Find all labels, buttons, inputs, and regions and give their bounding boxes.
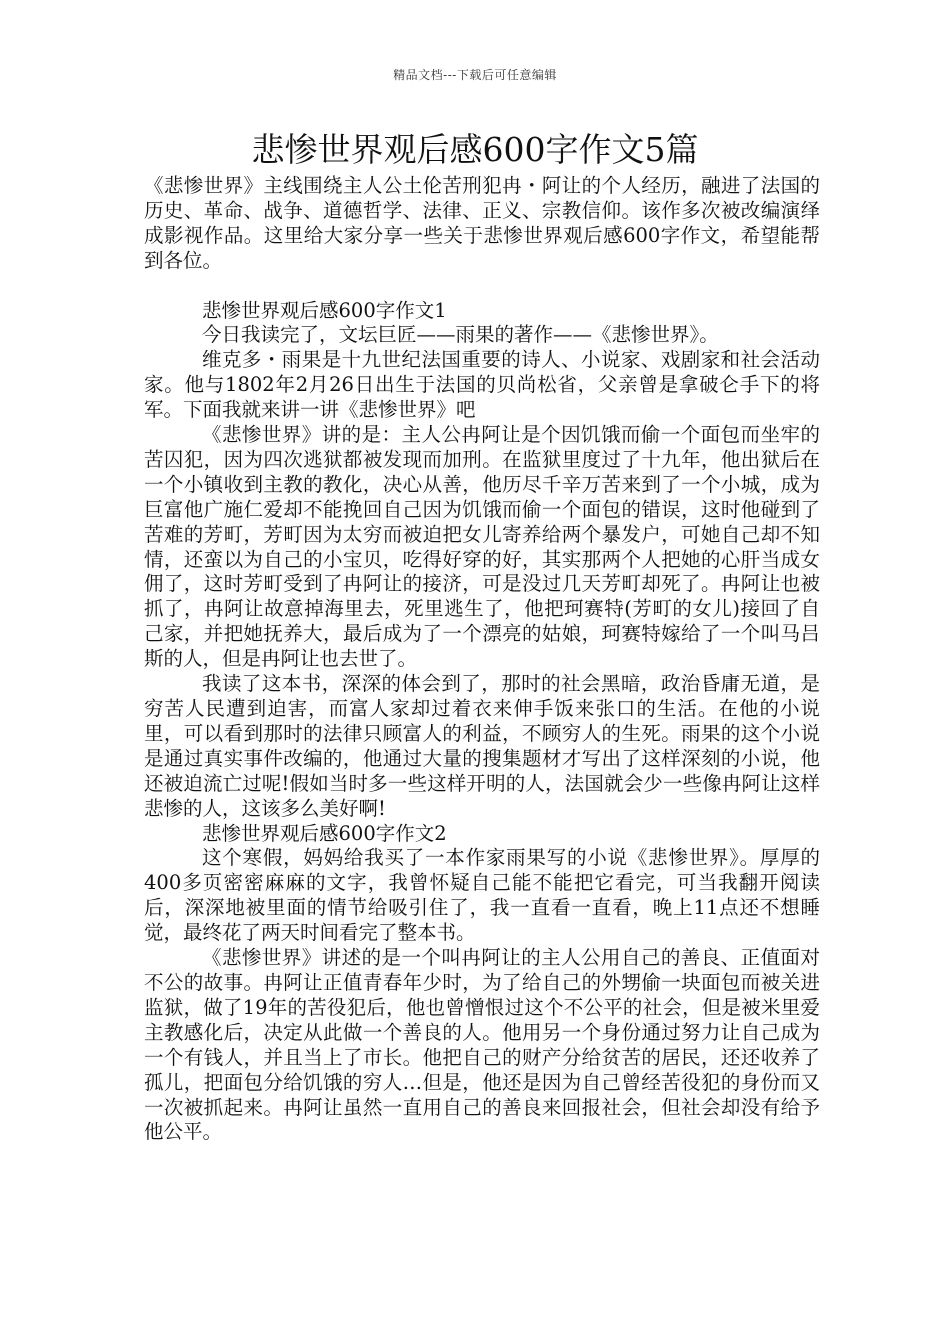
paragraph: 今日我读完了，文坛巨匠——雨果的著作——《悲惨世界》。	[202, 323, 719, 347]
document-body	[144, 174, 820, 1145]
section-heading-2: 悲惨世界观后感600字作文2	[202, 821, 447, 845]
paragraph: 维克多・雨果是十九世纪法国重要的诗人、小说家、戏剧家和社会活动家。他与1802年2月26日出生于法国的贝尚松省，父亲曾是拿破仑手下的将军。下面我就来讲一讲《悲惨世界》吧	[144, 348, 820, 422]
paragraph: 《悲惨世界》讲述的是一个叫冉阿让的主人公用自己的善良、正值面对不公的故事。冉阿让正值青春年少时，为了给自己的外甥偷一块面包而被关进监狱，做了19年的苦役犯后，他也曾憎恨过这个不公平的社会，但是被米里爱主教感化后，决定从此做一个善良的人。他用另一个身份通过努力让自己成为一个有钱人，并且当上了市长。他把自己的财产分给贫苦的居民，还还收养了孤儿，把面包分给饥饿的穷人…但是，他还是因为自己曾经苦役犯的身份而又一次被抓起来。冉阿让虽然一直用自己的善良来回报社会，但社会却没有给予他公平。	[144, 946, 820, 1144]
section-heading-1: 悲惨世界观后感600字作文1	[202, 298, 447, 322]
paragraph: 我读了这本书，深深的体会到了，那时的社会黑暗，政治昏庸无道，是穷苦人民遭到迫害，而富人家却过着衣来伸手饭来张口的生活。在他的小说里，可以看到那时的法律只顾富人的利益，不顾穷人的生死。雨果的这个小说是通过真实事件改编的，他通过大量的搜集题材才写出了这样深刻的小说，他还被迫流亡过呢!假如当时多一些这样开明的人，法国就会少一些像冉阿让这样悲惨的人，这该多么美好啊!	[144, 672, 820, 820]
intro-paragraph: 《悲惨世界》主线围绕主人公土伦苦刑犯冉・阿让的个人经历，融进了法国的历史、革命、战争、道德哲学、法律、正义、宗教信仰。该作多次被改编演绎成影视作品。这里给大家分享一些关于悲惨世界观后感600字作文，希望能帮到各位。	[144, 174, 820, 272]
header-note: 精品文档---下载后可任意编辑	[393, 68, 557, 82]
paragraph: 《悲惨世界》讲的是：主人公冉阿让是个因饥饿而偷一个面包而坐牢的苦囚犯，因为四次逃狱都被发现而加刑。在监狱里度过了十九年，他出狱后在一个小镇收到主教的教化，决心从善，他历尽千辛万苦来到了一个小城，成为巨富他广施仁爱却不能挽回自己因为饥饿而偷一个面包的错误，这时他碰到了苦难的芳町，芳町因为太穷而被迫把女儿寄养给两个暴发户，可她自己却不知情，还蛮以为自己的小宝贝，吃得好穿的好，其实那两个人把她的心肝当成女佣了，这时芳町受到了冉阿让的接济，可是没过几天芳町却死了。冉阿让也被抓了，冉阿让故意掉海里去，死里逃生了，他把珂赛特(芳町的女儿)接回了自己家，并把她抚养大，最后成为了一个漂亮的姑娘，珂赛特嫁给了一个叫马吕斯的人，但是冉阿让也去世了。	[144, 423, 820, 671]
blank-line	[144, 274, 820, 299]
paragraph: 这个寒假，妈妈给我买了一本作家雨果写的小说《悲惨世界》。厚厚的400多页密密麻麻的文字，我曾怀疑自己能不能把它看完，可当我翻开阅读后，深深地被里面的情节给吸引住了，我一直看一直看，晚上11点还不想睡觉，最终花了两天时间看完了整本书。	[144, 846, 820, 945]
page-title: 悲惨世界观后感600字作文5篇	[251, 130, 699, 169]
